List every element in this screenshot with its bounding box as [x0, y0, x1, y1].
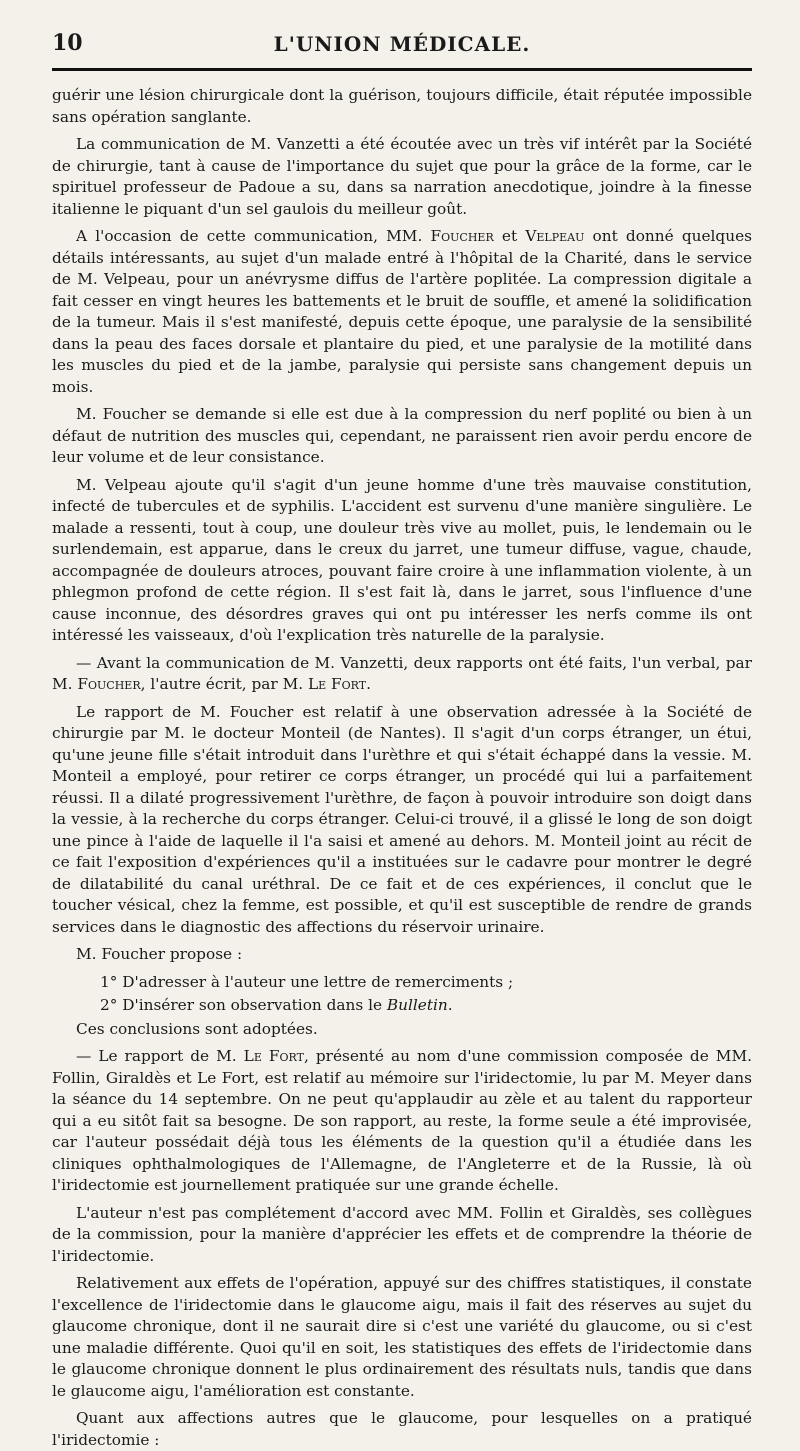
text-run: . [447, 996, 453, 1014]
paragraph: Quant aux affections autres que le glaucome, pour lesquelles on a pratiqué l'iridectomie : [52, 1409, 752, 1449]
page-header [52, 22, 752, 62]
list-item [52, 995, 752, 1017]
text-run: 2° D'insérer son observation dans le [100, 996, 387, 1014]
italic-title: Bulletin [386, 996, 448, 1014]
author-name: Foucher [430, 227, 494, 245]
text-run: — Avant la communication de M. Vanzetti, deux rapports ont été faits, l'un verbal, par M. [52, 653, 752, 693]
paragraph: M. Velpeau ajoute qu'il s'agit d'un jeune homme d'une très mauvaise constitution, infecté de tubercules et de syphilis. L'accident est survenu d'une manière singulière. Le malade a ressenti, tout à coup, une douleur très vive au mollet, puis, le lendemain ou le surlendemain, est apparue, dans le creux du jarret, une tumeur diffuse, vague, chaude, accompagnée de douleurs atroces, pouvant faire croire à une inflammation violente, à un phlegmon profond de cette région. Il s'est fait là, dans le jarret, sous l'influence d'une cause inconnue, des désordres graves qui ont pu intéresser les nerfs comme ils ont intéressé les vaisseaux, d'où l'explication très naturelle de la paralysie. [52, 475, 752, 644]
paragraph: Relativement aux effets de l'opération, appuyé sur des chiffres statistiques, il constate l'excellence de l'iridectomie dans le glaucome aigu, mais il fait des réserves au sujet du glaucome chronique, dont il ne saurait dire si c'est une variété du glaucome, ou si c'est une maladie différente. Quoi qu'il en soit, les statistiques des effets de l'iridectomie dans le glaucome chronique donnent le plus ordinairement des résultats nuls, tandis que dans le glaucome aigu, l'amélioration est constante. [52, 1274, 752, 1400]
paragraph: guérir une lésion chirurgicale dont la guérison, toujours difficile, était réputée impossible sans opération sanglante. [52, 86, 752, 126]
article-body [52, 85, 752, 1451]
text-run: . [366, 675, 371, 693]
text-run: ont donné quelques détails intéressants, au sujet d'un malade entré à l'hôpital de la Charité, dans le service de M. Velpeau, pour un anévrysme diffus de l'artère poplitée. La compression digitale a fait cesser en vingt heures les battements et le bruit de souffle, et amené la solidification de la tumeur. Mais il s'est manifesté, depuis cette époque, une paralysie de la sensibilité dans la peau des faces dorsale et plantaire du pied, et une paralysie de la motilité dans les muscles du pied et de la jambe, paralysie qui persiste sans changement depuis un mois. [52, 227, 752, 396]
paragraph: L'auteur n'est pas complétement d'accord avec MM. Follin et Giraldès, ses collègues de la commission, pour la manière d'apprécier les effets et de comprendre la théorie de l'iridectomie. [52, 1203, 752, 1265]
list-item: 1° D'adresser à l'auteur une lettre de remerciments ; [100, 972, 514, 991]
text-run: , présenté au nom d'une commission composée de MM. Follin, Giraldès et Le Fort, est relatif au mémoire sur l'iridectomie, lu par M. Meyer dans la séance du 14 septembre. On ne peut qu'applaudir au zèle et au talent du rapporteur qui a eu sitôt fait sa besogne. De son rapport, au reste, la forme seule a été improvisée, car l'auteur possédait déjà tous les éléments de la question qu'il a étudiée dans les cliniques ophthalmologiques de l'Allemagne, de l'Angleterre et de la Russie, là où l'iridectomie est journellement pratiquée sur une grande échelle. [52, 1047, 752, 1194]
paragraph: Ces conclusions sont adoptées. [76, 1019, 318, 1038]
page-number: 10 [52, 30, 83, 56]
text-run: — Le rapport de M. [76, 1047, 244, 1065]
paragraph: M. Foucher se demande si elle est due à la compression du nerf poplité ou bien à un défaut de nutrition des muscles qui, cependant, ne paraissent rien avoir perdu encore de leur volume et de leur consistance. [52, 405, 752, 466]
paragraph: M. Foucher propose : [76, 945, 243, 963]
paragraph: La communication de M. Vanzetti a été écoutée avec un très vif intérêt par la Société de chirurgie, tant à cause de l'importance du sujet que pour la grâce de la forme, car le spirituel professeur de Padoue a su, dans sa narration anecdotique, joindre à la finesse italienne le piquant d'un sel gaulois du meilleur goût. [52, 135, 752, 218]
author-name: Le Fort [243, 1047, 304, 1065]
paragraph [52, 653, 752, 696]
running-title: L'UNION MÉDICALE. [273, 32, 531, 56]
text-run: A l'occasion de cette communication, MM. [76, 227, 431, 245]
paragraph: Le rapport de M. Foucher est relatif à une observation adressée à la Société de chirurgie par M. le docteur Monteil (de Nantes). Il s'agit d'un corps étranger, un étui, qu'une jeune fille s'était introduit dans l'urèthre et qui s'était échappé dans la vessie. M. Monteil a employé, pour retirer ce corps étranger, un procédé qui lui a parfaitement réussi. Il a dilaté progressivement l'urèthre, de façon à pouvoir introduire son doigt dans la vessie, à la recherche du corps étranger. Celui-ci trouvé, il a glissé le long de son doigt une pince à l'aide de laquelle il l'a saisi et amené au dehors. M. Monteil joint au récit de ce fait l'exposition d'expériences qu'il a instituées sur le cadavre pour montrer le degré de dilatabilité du canal uréthral. De ce fait et de ces expériences, il conclut que le toucher vésical, chez la femme, est possible, et qu'il est susceptible de rendre de grands services dans le diagnostic des affections du réservoir urinaire. [52, 702, 752, 936]
author-name: Foucher [77, 675, 141, 693]
text-run: et [493, 227, 526, 245]
header-rule [52, 68, 752, 71]
paragraph [52, 1046, 752, 1197]
text-run: , l'autre écrit, par M. [140, 675, 308, 693]
author-name: Velpeau [525, 227, 585, 245]
paragraph [52, 226, 752, 398]
author-name: Le Fort [307, 675, 367, 693]
